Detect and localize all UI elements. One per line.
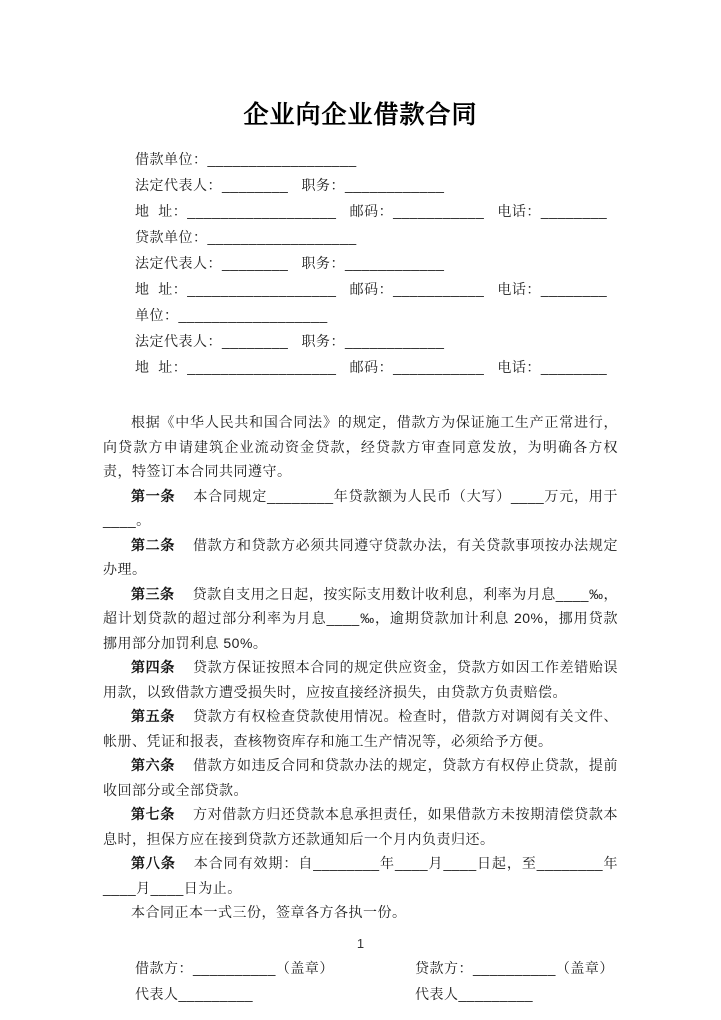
closing-statement: 本合同正本一式三份，签章各方各执一份。 xyxy=(131,904,407,920)
clause-2-text: 借款方和贷款方必须共同遵守贷款办法，有关贷款事项按办法规定办理。 xyxy=(103,536,618,577)
page-number: 1 xyxy=(356,936,365,951)
clause-6-text: 借款方如违反合同和贷款办法的规定，贷款方有权停止贷款，提前收回部分或全部贷款。 xyxy=(103,757,618,798)
clause-3-text: 贷款自支用之日起，按实际支用数计收利息，利率为月息____‰，超计划贷款的超过部分利率为月息____‰，逾期贷款加计利息 20%，挪用贷款挪用部分加罚利息 50%。 xyxy=(103,585,618,651)
clause-8-text: 本合同有效期：自________年____月____日起，至________年____月____日为止。 xyxy=(103,855,619,896)
guarantor-address-line: 地 址：__________________ 邮码：___________ 电话：________ xyxy=(135,359,608,375)
clause-5-number: 第五条 xyxy=(131,708,175,724)
contract-body xyxy=(103,410,618,925)
clause-2 xyxy=(103,533,618,582)
guarantor-unit-line: 单位：__________________ xyxy=(135,307,328,323)
lender-address-line: 地 址：__________________ 邮码：___________ 电话：________ xyxy=(135,281,608,297)
clause-5-text: 贷款方有权检查贷款使用情况。检查时，借款方对调阅有关文件、帐册、凭证和报表，查核物资库存和施工生产情况等，必须给予方便。 xyxy=(103,708,618,749)
borrower-address-line: 地 址：__________________ 邮码：___________ 电话：________ xyxy=(135,203,608,219)
clause-4 xyxy=(103,655,618,704)
clause-7 xyxy=(103,802,618,851)
intro-paragraph: 根据《中华人民共和国合同法》的规定，借款方为保证施工生产正常进行，向贷款方申请建筑企业流动资金贷款，经贷款方审查同意发放，为明确各方权责，特签订本合同共同遵守。 xyxy=(103,414,618,479)
lender-signature-line: 贷款方：__________（盖章） xyxy=(415,959,614,976)
clause-1 xyxy=(103,484,618,533)
clause-8 xyxy=(103,851,618,900)
clause-4-text: 贷款方保证按照本合同的规定供应资金，贷款方如因工作差错贻误用款，以致借款方遭受损失时，应按直接经济损失，由贷款方负责赔偿。 xyxy=(103,659,618,700)
borrower-representative-line: 代表人_________ xyxy=(135,985,254,1002)
clause-3-number: 第三条 xyxy=(131,585,175,602)
guarantor-legal-rep-line: 法定代表人：________ 职务：____________ xyxy=(135,333,445,349)
clause-6-number: 第六条 xyxy=(131,757,175,773)
clause-3 xyxy=(103,582,618,656)
clause-5 xyxy=(103,704,618,753)
clause-4-number: 第四条 xyxy=(131,659,175,675)
signature-block xyxy=(103,955,618,1007)
clause-8-number: 第八条 xyxy=(131,855,176,871)
borrower-signature-column xyxy=(135,955,415,1007)
borrower-unit-line: 借款单位：__________________ xyxy=(135,151,357,167)
borrower-legal-rep-line: 法定代表人：________ 职务：____________ xyxy=(135,177,445,193)
lender-legal-rep-line: 法定代表人：________ 职务：____________ xyxy=(135,255,445,271)
clause-7-number: 第七条 xyxy=(131,806,175,822)
lender-signature-column xyxy=(415,955,614,1007)
clause-1-number: 第一条 xyxy=(131,487,176,504)
party-info-block xyxy=(103,146,618,380)
clause-7-text: 方对借款方归还贷款本息承担责任，如果借款方未按期清偿贷款本息时，担保方应在接到贷款方还款通知后一个月内负责归还。 xyxy=(103,806,618,847)
clause-1-text: 本合同规定________年贷款额为人民币（大写）____万元，用于____。 xyxy=(103,487,619,528)
lender-unit-line: 贷款单位：__________________ xyxy=(135,229,357,245)
page-title: 企业向企业借款合同 xyxy=(243,101,478,129)
clause-6 xyxy=(103,753,618,802)
borrower-signature-line: 借款方：__________（盖章） xyxy=(135,959,334,976)
clause-2-number: 第二条 xyxy=(131,536,175,553)
lender-representative-line: 代表人_________ xyxy=(415,985,534,1002)
